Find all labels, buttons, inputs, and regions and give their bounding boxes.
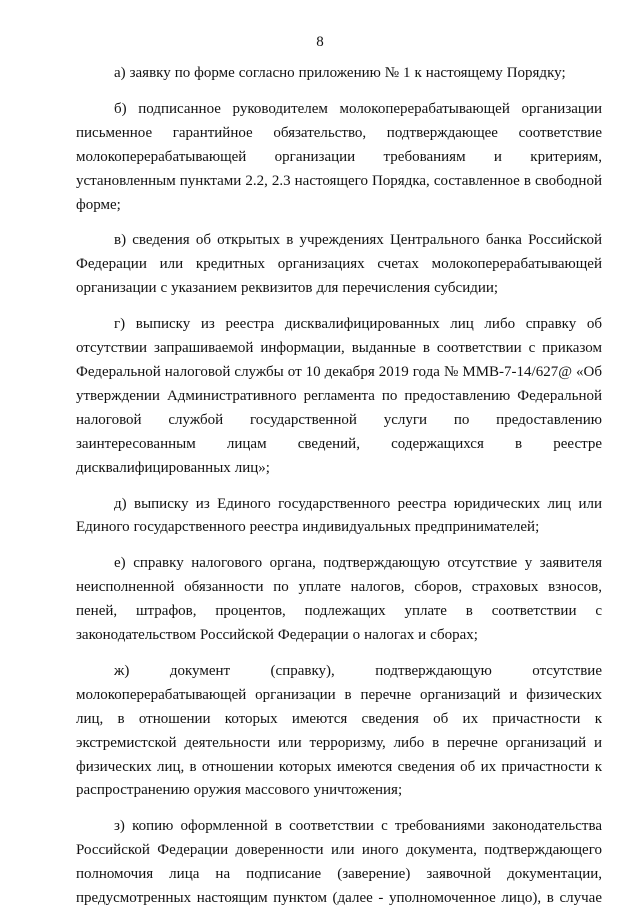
document-body: [76, 62, 602, 923]
paragraph-a: а) заявку по форме согласно приложению № 1 к настоящему Порядку;: [114, 65, 566, 81]
page-number: 8: [316, 34, 324, 50]
paragraph-zh: ж) документ (справку), подтверждающую отсутствие молокоперерабатывающей организации в перечне организаций и физических лиц, в отношении которых имеются сведения об их причастности к экстремистской деятельности или терроризму, либо в перечне организаций и физических лиц, в отношении которых имеются сведения об их причастности к распространению оружия массового уничтожения;: [76, 662, 602, 799]
paragraph-g: г) выписку из реестра дисквалифицированных лиц либо справку об отсутствии запрашиваемой информации, выданные в соответствии с приказом Федеральной налоговой службы от 10 декабря 2019 года № ММВ-7-14/627@ «Об утверждении Административного регламента по предоставлению Федеральной налоговой службой государственной услуги по предоставлению заинтересованным лицам сведений, содержащихся в реестре дисквалифицированных лиц»;: [76, 316, 602, 476]
paragraph-d: д) выписку из Единого государственного реестра юридических лиц или Единого государственного реестра индивидуальных предпринимателей;: [76, 495, 602, 536]
paragraph-z: з) копию оформленной в соответствии с требованиями законодательства Российской Федерации доверенности или иного документа, подтверждающего полномочия лица на подписание (заверение) заявочной документации, предусмотренных настоящим пунктом (далее - уполномоченное лицо), в случае: [76, 818, 602, 907]
paragraph-e: е) справку налогового органа, подтверждающую отсутствие у заявителя неисполненной обязанности по уплате налогов, сборов, страховых взносов, пеней, штрафов, процентов, подлежащих уплате в соответствии с законодательством Российской Федерации о налогах и сборах;: [76, 555, 602, 644]
paragraph-v: в) сведения об открытых в учреждениях Центрального банка Российской Федерации или кредитных организациях счетах молокоперерабатывающей организации с указанием реквизитов для перечисления субсидии;: [76, 232, 602, 297]
paragraph-b: б) подписанное руководителем молокоперерабатывающей организации письменное гарантийное обязательство, подтверждающее соответствие молокоперерабатывающей организации требованиям и критериям, установленным пунктами 2.2, 2.3 настоящего Порядка, составленное в свободной форме;: [76, 100, 602, 213]
